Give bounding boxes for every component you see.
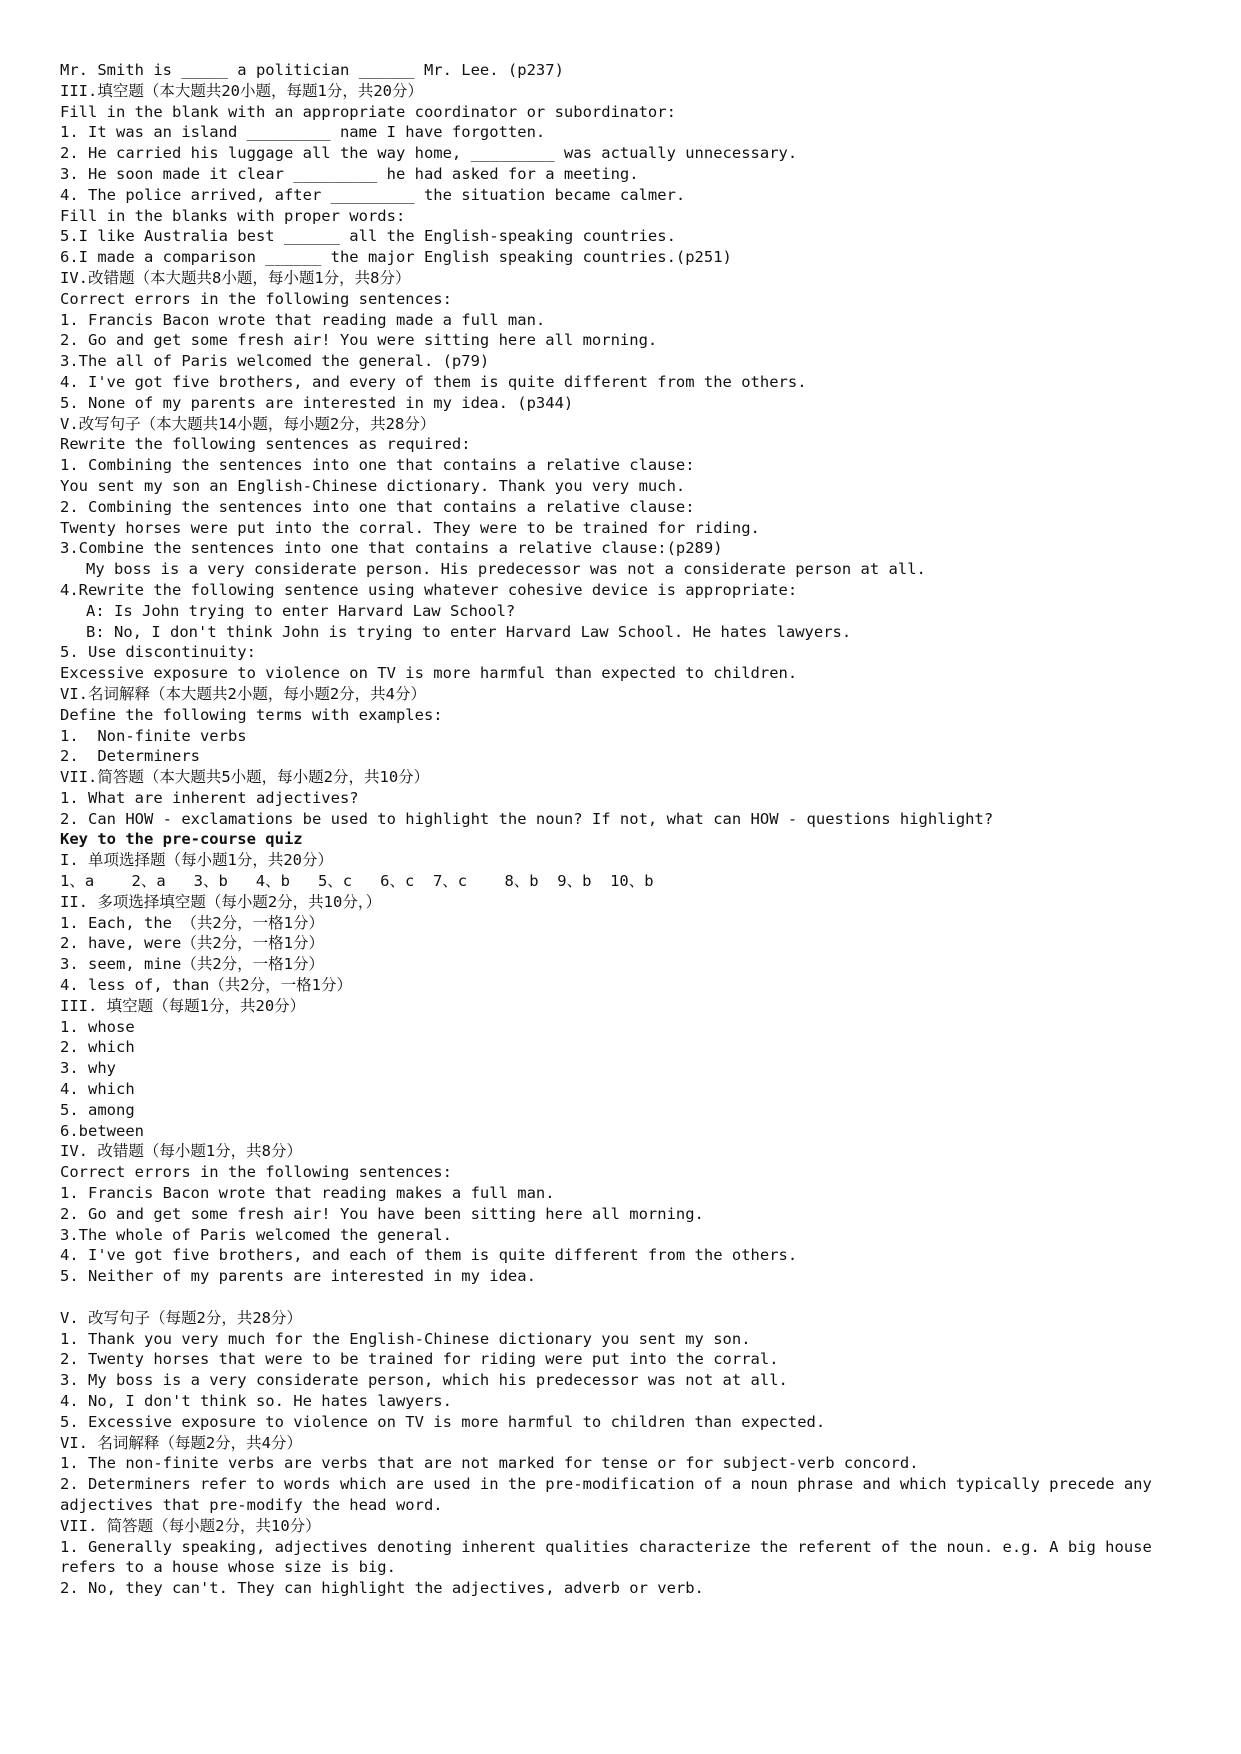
section-heading: III.填空题（本大题共20小题，每题1分，共20分） xyxy=(60,81,423,100)
answer-line: 4. less of, than（共2分，一格1分） xyxy=(60,976,352,995)
answer-line: 4. No, I don't think so. He hates lawyers. xyxy=(60,1392,452,1410)
answer-line: 6.between xyxy=(60,1121,144,1140)
question-line: 2. Go and get some fresh air! You were sitting here all morning. xyxy=(60,331,658,350)
document-page xyxy=(60,60,1200,1599)
answer-line: 1. Each, the （共2分，一格1分） xyxy=(60,913,324,932)
question-line: 1. Combining the sentences into one that contains a relative clause: xyxy=(60,456,695,475)
question-line: You sent my son an English-Chinese dictionary. Thank you very much. xyxy=(60,476,686,495)
question-line: Excessive exposure to violence on TV is more harmful than expected to children. xyxy=(60,664,798,683)
question-line: 3.Combine the sentences into one that contains a relative clause:(p289) xyxy=(60,539,723,558)
section-heading: I. 单项选择题（每小题1分，共20分） xyxy=(60,851,333,870)
question-line: 2. Can HOW - exclamations be used to highlight the noun? If not, what can HOW - questions highlight? xyxy=(60,809,994,828)
question-line: 4.Rewrite the following sentence using whatever cohesive device is appropriate: xyxy=(60,580,798,599)
answer-line: 5. among xyxy=(60,1100,135,1119)
answer-line: 1. whose xyxy=(60,1017,135,1036)
question-line: 1. What are inherent adjectives? xyxy=(60,788,359,807)
answer-line: 2. No, they can't. They can highlight the adjectives, adverb or verb. xyxy=(60,1579,704,1598)
answer-key-title: Key to the pre-course quiz xyxy=(60,830,303,849)
answer-line: 4. which xyxy=(60,1080,135,1099)
section-heading: V. 改写句子（每题2分，共28分） xyxy=(60,1308,302,1327)
answer-line: 1. The non-finite verbs are verbs that are not marked for tense or for subject-verb concord. xyxy=(60,1454,919,1473)
question-line: 1. Non-finite verbs xyxy=(60,726,247,745)
question-line: 3. He soon made it clear _________ he had asked for a meeting. xyxy=(60,164,639,183)
question-line: 5. Use discontinuity: xyxy=(60,643,256,662)
question-line: 2. Determiners xyxy=(60,747,200,766)
instruction-line: Correct errors in the following sentences: xyxy=(60,289,452,308)
section-heading: IV.改错题（本大题共8小题，每小题1分，共8分） xyxy=(60,268,411,287)
question-line: My boss is a very considerate person. His predecessor was not a considerate person at all. xyxy=(86,560,926,579)
question-line: 6.I made a comparison ______ the major English speaking countries.(p251) xyxy=(60,248,732,267)
answer-line: 1、a 2、a 3、b 4、b 5、c 6、c 7、c 8、b 9、b 10、b xyxy=(60,872,654,891)
answer-line: 1. Generally speaking, adjectives denoting inherent qualities characterize the referent of the noun. e.g. A big house refers to a house whose size is big. xyxy=(60,1537,1162,1577)
blank-line-spacer xyxy=(60,1287,1200,1308)
answer-line: 1. Francis Bacon wrote that reading makes a full man. xyxy=(60,1184,555,1203)
question-line: 3.The all of Paris welcomed the general. (p79) xyxy=(60,352,490,371)
section-heading: V.改写句子（本大题共14小题，每小题2分，共28分） xyxy=(60,414,436,433)
section-heading: VI. 名词解释（每题2分，共4分） xyxy=(60,1433,302,1452)
answer-line: 5. Excessive exposure to violence on TV is more harmful to children than expected. xyxy=(60,1412,826,1431)
answer-line: 3.The whole of Paris welcomed the general. xyxy=(60,1225,452,1244)
answer-line: 2. Determiners refer to words which are used in the pre-modification of a noun phrase and which typically precede any adjectives that pre-modify the head word. xyxy=(60,1475,1162,1514)
answer-line: 5. Neither of my parents are interested in my idea. xyxy=(60,1267,536,1286)
question-line: 5. None of my parents are interested in my idea. (p344) xyxy=(60,393,574,412)
question-line: 2. He carried his luggage all the way home, _________ was actually unnecessary. xyxy=(60,144,798,163)
answer-line: 2. have, were（共2分，一格1分） xyxy=(60,934,324,953)
section-heading: VI.名词解释（本大题共2小题，每小题2分，共4分） xyxy=(60,684,426,703)
question-line: 4. I've got five brothers, and every of them is quite different from the others. xyxy=(60,372,807,391)
question-line: B: No, I don't think John is trying to enter Harvard Law School. He hates lawyers. xyxy=(86,622,852,641)
instruction-line: Fill in the blanks with proper words: xyxy=(60,206,406,225)
question-line: Twenty horses were put into the corral. They were to be trained for riding. xyxy=(60,518,760,537)
section-heading: IV. 改错题（每小题1分，共8分） xyxy=(60,1142,302,1161)
instruction-line: Define the following terms with examples: xyxy=(60,705,443,724)
instruction-line: Rewrite the following sentences as required: xyxy=(60,435,471,454)
section-heading: II. 多项选择填空题（每小题2分，共10分，） xyxy=(60,892,382,911)
answer-line: 2. which xyxy=(60,1038,135,1057)
answer-line: 1. Thank you very much for the English-Chinese dictionary you sent my son. xyxy=(60,1329,751,1348)
section-heading: VII.简答题（本大题共5小题，每小题2分，共10分） xyxy=(60,768,430,787)
answer-line: 4. I've got five brothers, and each of them is quite different from the others. xyxy=(60,1246,798,1265)
instruction-line: Correct errors in the following sentences: xyxy=(60,1163,452,1182)
answer-line: 2. Go and get some fresh air! You have been sitting here all morning. xyxy=(60,1204,704,1223)
question-line: 5.I like Australia best ______ all the English-speaking countries. xyxy=(60,227,676,246)
question-line: 1. It was an island _________ name I have forgotten. xyxy=(60,123,546,142)
answer-line: 3. My boss is a very considerate person, which his predecessor was not at all. xyxy=(60,1371,788,1390)
section-heading: VII. 简答题（每小题2分，共10分） xyxy=(60,1516,321,1535)
question-line: A: Is John trying to enter Harvard Law School? xyxy=(86,601,516,620)
instruction-line: Fill in the blank with an appropriate coordinator or subordinator: xyxy=(60,102,676,121)
section-heading: III. 填空题（每题1分，共20分） xyxy=(60,996,306,1015)
question-line: 1. Francis Bacon wrote that reading made a full man. xyxy=(60,310,546,329)
answer-line: 3. seem, mine（共2分，一格1分） xyxy=(60,955,324,974)
question-line: 2. Combining the sentences into one that contains a relative clause: xyxy=(60,497,695,516)
quiz-question-line: Mr. Smith is _____ a politician ______ Mr. Lee. (p237) xyxy=(60,61,564,79)
question-line: 4. The police arrived, after _________ the situation became calmer. xyxy=(60,185,686,204)
answer-line: 3. why xyxy=(60,1059,116,1078)
answer-line: 2. Twenty horses that were to be trained for riding were put into the corral. xyxy=(60,1350,779,1369)
